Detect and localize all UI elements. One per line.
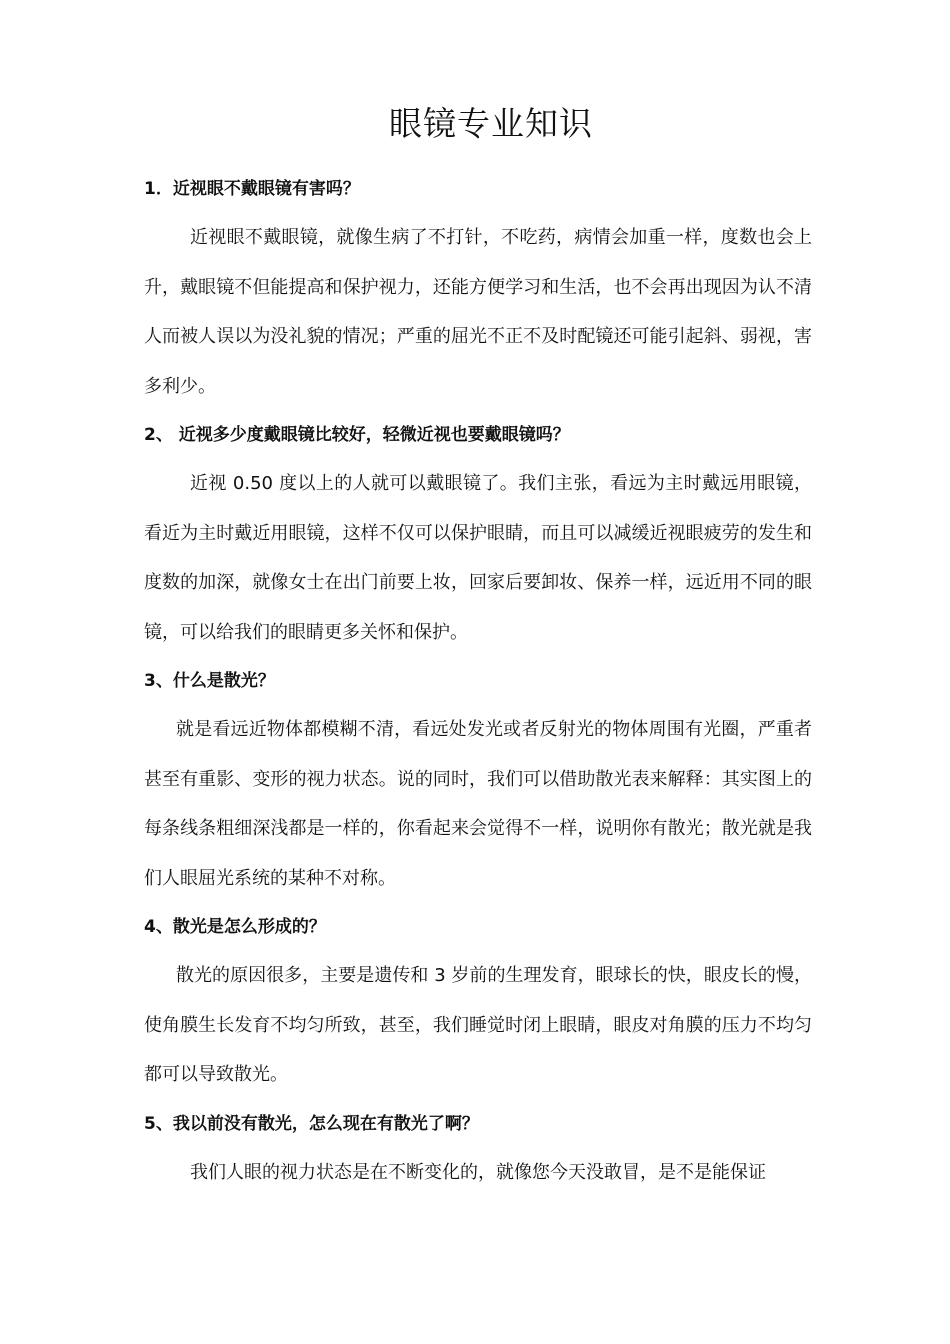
section-4 (144, 903, 812, 1100)
section-1 (144, 165, 812, 411)
section-paragraph: 我们人眼的视力状态是在不断变化的，就像您今天没敢冒，是不是能保证 (190, 1161, 766, 1183)
section-2 (144, 411, 812, 657)
section-5 (144, 1100, 812, 1198)
section-paragraph: 散光的原因很多，主要是遗传和 3 岁前的生理发育，眼球长的快，眼皮长的慢，使角膜生长发育不均匀所致，甚至，我们睡觉时闭上眼睛，眼皮对角膜的压力不均匀都可以导致散光。 (144, 965, 812, 1085)
section-paragraph: 近视眼不戴眼镜，就像生病了不打针，不吃药，病情会加重一样，度数也会上升，戴眼镜不但能提高和保护视力，还能方便学习和生活，也不会再出现因为认不清人而被人误以为没礼貌的情况；严重的屈光不正不及时配镜还可能引起斜、弱视，害多利少。 (144, 227, 812, 397)
section-paragraph: 近视 0.50 度以上的人就可以戴眼镜了。我们主张，看远为主时戴远用眼镜，看近为主时戴近用眼镜，这样不仅可以保护眼睛，而且可以减缓近视眼疲劳的发生和度数的加深，就像女士在出门前要上妆，回家后要卸妆、保养一样，远近用不同的眼镜，可以给我们的眼睛更多关怀和保护。 (144, 473, 812, 643)
document-body (144, 165, 812, 1197)
section-heading: 4、散光是怎么形成的？ (144, 917, 326, 937)
section-3 (144, 657, 812, 903)
section-heading: 1．近视眼不戴眼镜有害吗？ (144, 179, 360, 199)
section-heading: 2、 近视多少度戴眼镜比较好，轻微近视也要戴眼镜吗？ (144, 425, 570, 445)
section-heading: 5、我以前没有散光，怎么现在有散光了啊？ (144, 1113, 479, 1134)
page-title: 眼镜专业知识 (389, 104, 593, 143)
section-heading: 3、什么是散光？ (144, 671, 275, 691)
section-paragraph: 就是看远近物体都模糊不清，看远处发光或者反射光的物体周围有光圈，严重者甚至有重影、变形的视力状态。说的同时，我们可以借助散光表来解释：其实图上的每条线条粗细深浅都是一样的，你看起来会觉得不一样，说明你有散光；散光就是我们人眼屈光系统的某种不对称。 (144, 719, 812, 889)
